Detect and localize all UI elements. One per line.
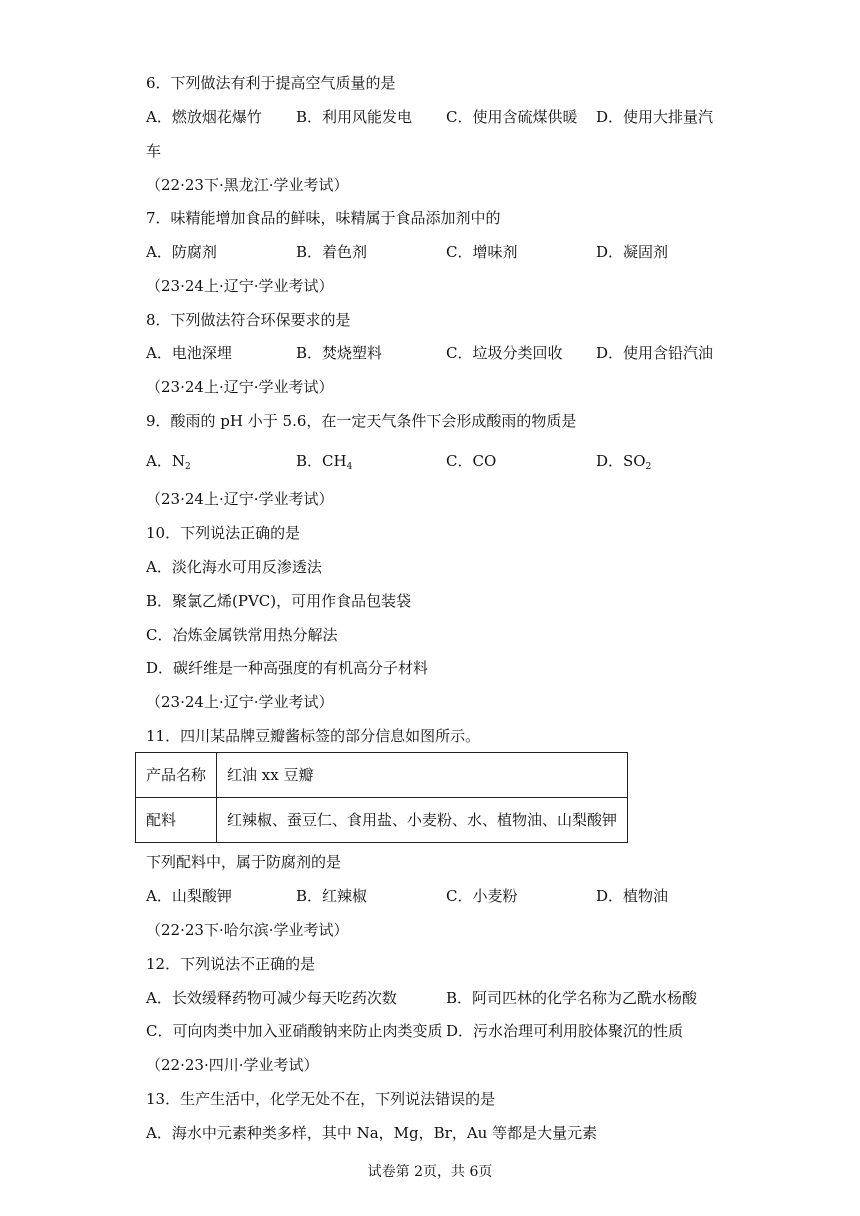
q11-option-b: B．红辣椒 — [296, 887, 368, 905]
q7-option-b: B．着色剂 — [296, 243, 368, 261]
question-7-stem: 7．味精能增加食品的鲜味，味精属于食品添加剂中的 — [146, 209, 501, 227]
q6-option-d-continued: 车 — [146, 142, 162, 160]
formula-subscript: 2 — [645, 462, 652, 472]
option-letter: B． — [296, 452, 323, 470]
q11-option-c: C．小麦粉 — [446, 887, 518, 905]
q7-option-d: D．凝固剂 — [596, 243, 669, 261]
page-footer: 试卷第 2页，共 6页 — [367, 1164, 493, 1180]
q12-option-d: D．污水治理可利用胶体聚沉的性质 — [446, 1022, 684, 1040]
q7-option-c: C．增味剂 — [446, 243, 518, 261]
question-source: （22·23下·黑龙江·学业考试） — [146, 176, 349, 194]
question-12-stem: 12．下列说法不正确的是 — [146, 955, 316, 973]
option-letter: D． — [596, 452, 624, 470]
question-13-stem: 13．生产生活中，化学无处不在，下列说法错误的是 — [146, 1090, 496, 1108]
q13-option-a: A．海水中元素种类多样，其中 Na，Mg，Br，Au 等都是大量元素 — [146, 1124, 598, 1142]
q12-option-b: B．阿司匹林的化学名称为乙酰水杨酸 — [446, 989, 698, 1007]
formula: CO — [472, 452, 497, 470]
q8-option-d: D．使用含铅汽油 — [596, 344, 714, 362]
option-letter: C． — [446, 452, 473, 470]
q7-option-a: A．防腐剂 — [146, 243, 217, 261]
q10-option-d: D．碳纤维是一种高强度的有机高分子材料 — [146, 659, 429, 677]
question-10-stem: 10．下列说法正确的是 — [146, 524, 301, 542]
table-row — [136, 798, 628, 843]
question-source: （23·24上·辽宁·学业考试） — [146, 490, 334, 508]
q6-option-a: A．燃放烟花爆竹 — [146, 108, 262, 126]
table-cell: 红辣椒、蚕豆仁、食用盐、小麦粉、水、植物油、山梨酸钾 — [217, 798, 628, 843]
q12-option-c: C．可向肉类中加入亚硝酸钠来防止肉类变质 — [146, 1022, 443, 1040]
question-11-stem: 11．四川某品牌豆瓣酱标签的部分信息如图所示。 — [146, 727, 481, 745]
q12-option-a: A．长效缓释药物可减少每天吃药次数 — [146, 989, 397, 1007]
q6-option-c: C．使用含硫煤供暖 — [446, 108, 578, 126]
q8-option-c: C．垃圾分类回收 — [446, 344, 563, 362]
option-letter: A． — [146, 452, 172, 470]
question-source: （23·24上·辽宁·学业考试） — [146, 277, 334, 295]
question-6-stem: 6．下列做法有利于提高空气质量的是 — [146, 74, 396, 92]
table-cell: 配料 — [136, 798, 217, 843]
question-11-stem-continued: 下列配料中，属于防腐剂的是 — [146, 853, 342, 871]
question-source: （23·24上·辽宁·学业考试） — [146, 378, 334, 396]
table-row — [136, 753, 628, 798]
question-source: （22·23·四川·学业考试） — [146, 1056, 319, 1074]
table-cell: 红油 xx 豆瓣 — [217, 753, 628, 798]
q10-option-a: A．淡化海水可用反渗透法 — [146, 558, 322, 576]
q9-option-b — [296, 451, 352, 477]
formula: N — [171, 452, 185, 470]
q9-option-c — [446, 451, 496, 477]
formula: SO — [623, 452, 646, 470]
question-8-stem: 8．下列做法符合环保要求的是 — [146, 311, 351, 329]
table-cell: 产品名称 — [136, 753, 217, 798]
q6-option-b: B．利用风能发电 — [296, 108, 413, 126]
formula-subscript: 2 — [184, 462, 191, 472]
q11-option-a: A．山梨酸钾 — [146, 887, 232, 905]
formula: CH — [322, 452, 347, 470]
q8-option-b: B．焚烧塑料 — [296, 344, 383, 362]
formula-subscript: 4 — [346, 462, 353, 472]
q9-option-d — [596, 451, 651, 477]
q8-option-a: A．电池深埋 — [146, 344, 232, 362]
q9-option-a — [146, 451, 191, 477]
q10-option-c: C．冶炼金属铁常用热分解法 — [146, 626, 338, 644]
q6-option-d: D．使用大排量汽 — [596, 108, 714, 126]
question-source: （22·23下·哈尔滨·学业考试） — [146, 921, 349, 939]
product-label-table — [135, 752, 628, 843]
question-9-stem: 9．酸雨的 pH 小于 5.6，在一定天气条件下会形成酸雨的物质是 — [146, 412, 577, 430]
q11-option-d: D．植物油 — [596, 887, 669, 905]
question-source: （23·24上·辽宁·学业考试） — [146, 693, 334, 711]
q10-option-b: B．聚氯乙烯(PVC)，可用作食品包装袋 — [146, 592, 412, 610]
